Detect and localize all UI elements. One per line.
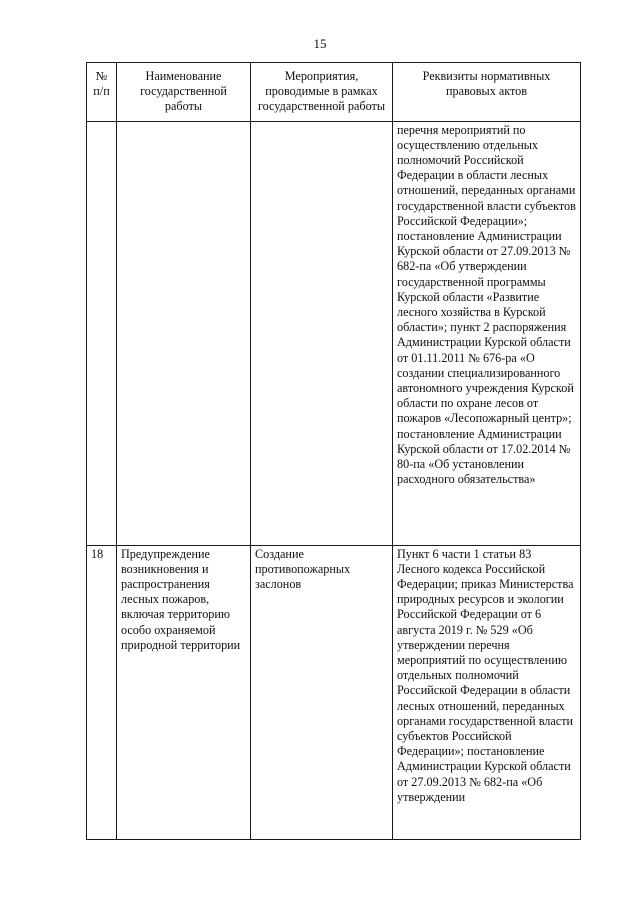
cell-activities (251, 121, 393, 545)
cell-number (87, 121, 117, 545)
header-work-name: Наименование государственной работы (117, 63, 251, 122)
cell-legal-acts: Пункт 6 части 1 статьи 83 Лесного кодекса Российской Федерации; приказ Министерства природных ресурсов и экологии Российской Федерации от 6 августа 2019 г. № 529 «Об утверждении перечня мероприятий по осуществлению отдельных полномочий Российской Федерации в области лесных отношений, переданных органами государственной власти субъектов Российской Федерации»; постановление Администрации Курской области от 27.09.2013 № 682-па «Об утверждении (393, 545, 581, 839)
cell-work-name: Предупреждение возникновения и распространения лесных пожаров, включая территорию особо охраняемой природной территории (117, 545, 251, 839)
cell-legal-acts: перечня мероприятий по осуществлению отдельных полномочий Российской Федерации в области лесных отношений, переданных органами государственной власти субъектов Российской Федерации»; постановление Администрации Курской области от 27.09.2013 № 682-па «Об утверждении государственной программы Курской области «Развитие лесного хозяйства в Курской области»; пункт 2 распоряжения Администрации Курской области от 01.11.2011 № 676-ра «О создании специализированного автономного учреждения Курской области по охране лесов от пожаров «Лесопожарный центр»; постановление Администрации Курской области от 17.02.2014 № 80-па «Об установлении расходного обязательства» (393, 121, 581, 545)
legal-acts-table (86, 62, 581, 840)
cell-number: 18 (87, 545, 117, 839)
table-row (87, 545, 581, 839)
cell-work-name (117, 121, 251, 545)
page-number: 15 (313, 36, 327, 51)
table-row (87, 121, 581, 545)
table-header-row (87, 63, 581, 122)
header-activities: Мероприятия, проводимые в рамках государственной работы (251, 63, 393, 122)
header-number: № п/п (87, 63, 117, 122)
cell-activities: Создание противопожарных заслонов (251, 545, 393, 839)
header-legal-acts: Реквизиты нормативных правовых актов (393, 63, 581, 122)
